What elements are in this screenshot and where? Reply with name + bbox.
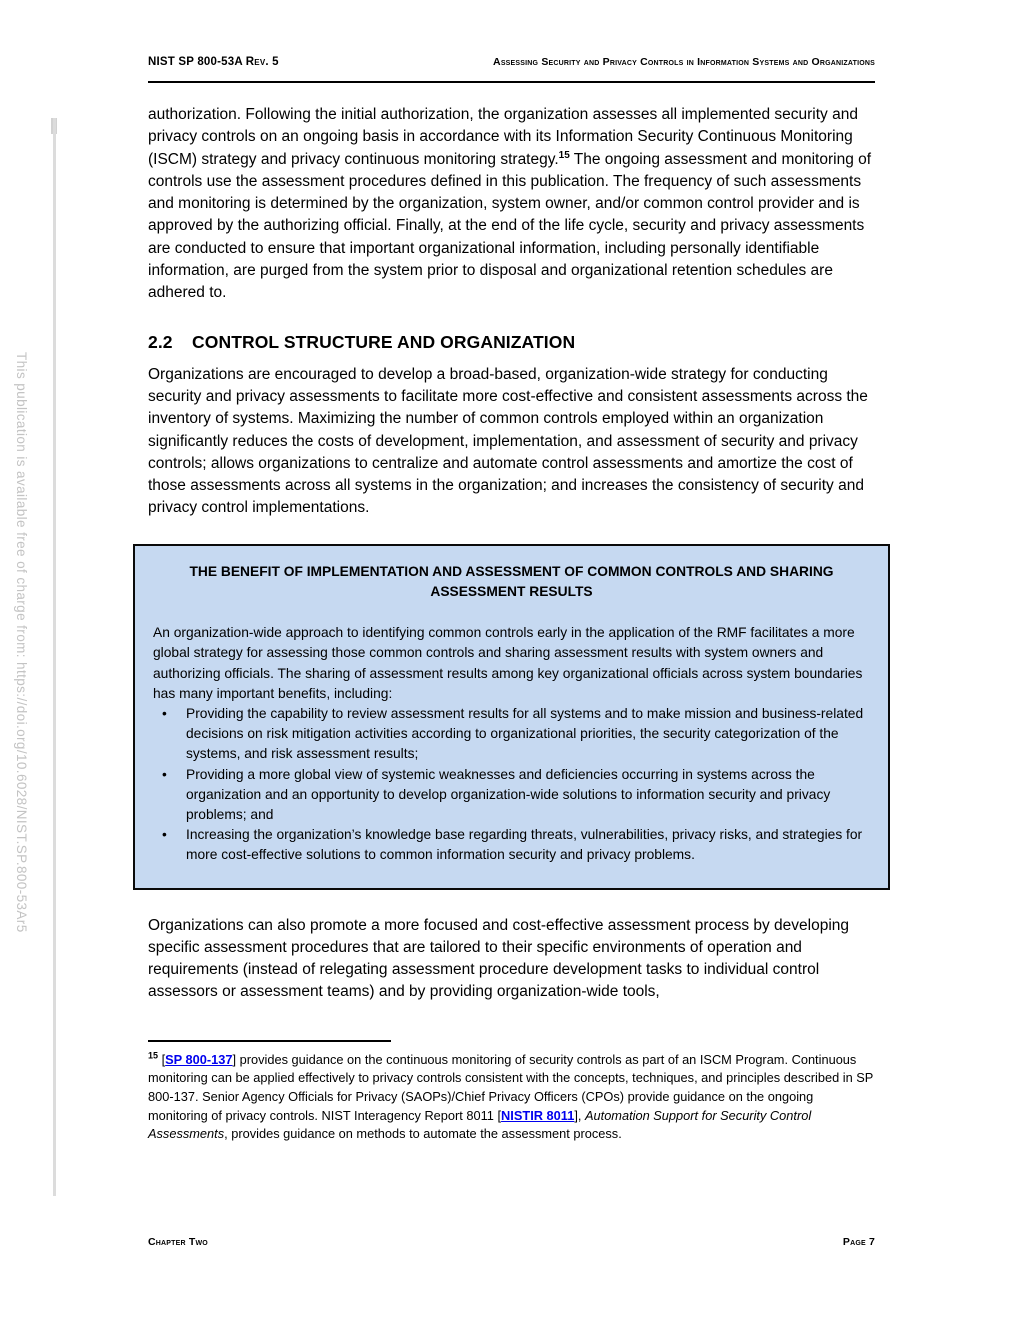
page-body — [148, 56, 875, 1144]
header-document-id: NIST SP 800-53A Rev. 5 — [148, 56, 279, 68]
callout-intro-text: An organization-wide approach to identifying common controls early in the application of the RMF facilitates a more global strategy for assessing those common controls and sharing assessment results with system owners and authorizing officials. The sharing of assessment results among key organizational officials across system boundaries has many important benefits, including: — [153, 625, 863, 701]
footnote-reference-15: 15 — [558, 149, 570, 161]
footnote-block — [148, 1040, 875, 1144]
benefit-callout-box — [133, 544, 890, 890]
section-title: CONTROL STRUCTURE AND ORGANIZATION — [192, 331, 576, 352]
link-nistir-8011[interactable]: NISTIR 8011 — [501, 1107, 575, 1123]
page-header — [148, 56, 875, 83]
footnote-italic-report-title: Automation Support for Security Control Assessments — [148, 1107, 812, 1142]
footnote-separator-rule — [148, 1040, 391, 1042]
footnote-text-mid1: ] provides guidance on the continuous monitoring of security controls as part of an ISCM Program. Continuous monitoring can be applied effectively to privacy controls consistent with the concepts, techniques, and principles described in SP 800-137. Senior Agency Officials for Privacy (SAOPs)/Chief Privacy Officers (CPOs) provide guidance on the ongoing monitoring of privacy controls. NIST Interagency Report 8011 [ — [148, 1051, 874, 1123]
paragraph-organizations-promote: Organizations can also promote a more focused and cost-effective assessment process by developing specific assessment procedures that are tailored to their specific environments of operation and requirements (instead of relegating assessment procedure development tasks to individual control assessors or assessment teams) and by providing organization-wide tools, — [148, 916, 850, 1001]
footnote-15 — [148, 1051, 875, 1144]
page-footer — [148, 1236, 875, 1248]
paragraph-authorization-text-before: authorization. Following the initial authorization, the organization assesses all implemented security and privacy controls on an ongoing basis in accordance with its Information Security Continuous Monitoring (ISCM) strategy and privacy continuous monitoring strategy. — [148, 106, 858, 168]
footnote-open-bracket: [ — [161, 1051, 166, 1067]
footnote-text-end: , provides guidance on methods to automate the assessment process. — [224, 1126, 622, 1142]
section-heading-2-2 — [148, 332, 875, 353]
paragraph-authorization — [148, 104, 875, 305]
header-document-title: Assessing Security and Privacy Controls in Information Systems and Organizations — [493, 56, 875, 68]
footer-chapter-label: Chapter Two — [148, 1236, 208, 1248]
paragraph-organizations-encouraged: Organizations are encouraged to develop a broad-based, organization-wide strategy for conducting security and privacy assessments to facilitate more cost-effective and consistent assessments across the inventory of systems. Maximizing the number of common controls employed within an organization significantly reduces the costs of development, implementation, and assessment of security and privacy controls; allows organizations to centralize and automate control assessments and amortize the cost of those assessments across all systems in the organization; and increases the consistency of security and privacy control implementations. — [148, 365, 868, 517]
callout-bullet-2: • Providing a more global view of systemic weaknesses and deficiencies occurring in systems across the organization and an opportunity to develop organization-wide solutions to information security and privacy problems; and — [153, 765, 870, 826]
paragraph-authorization-text-after: The ongoing assessment and monitoring of controls use the assessment procedures defined in this publication. The frequency of such assessments and monitoring is determined by the organization, system owner, and/or common control provider and is approved by the authorizing official. Finally, at the end of the life cycle, security and privacy assessments are conducted to ensure that important organizational information, including personally identifiable information, are purged from the system prior to disposal and organizational retention schedules are adhered to. — [148, 150, 872, 302]
publication-availability-vertical-text: This publication is available free of charge from: https://doi.org/10.6028/NIST.SP.800-53Ar5 — [14, 352, 29, 933]
footnote-text-mid2: ], — [574, 1107, 585, 1123]
footnote-number: 15 — [148, 1050, 159, 1061]
section-number: 2.2 — [148, 331, 173, 352]
callout-title: THE BENEFIT OF IMPLEMENTATION AND ASSESSMENT OF COMMON CONTROLS AND SHARING ASSESSMENT RESULTS — [189, 563, 834, 599]
margin-vertical-rule — [53, 118, 56, 1196]
footer-page-number: Page 7 — [842, 1236, 875, 1248]
callout-bullet-list — [153, 704, 870, 866]
callout-bullet-3: • Increasing the organization’s knowledge base regarding threats, vulnerabilities, privacy risks, and strategies for more cost-effective solutions to common information security and privacy problems. — [153, 825, 870, 865]
link-sp-800-137[interactable]: SP 800-137 — [165, 1051, 233, 1067]
callout-bullet-1: • Providing the capability to review assessment results for all systems and to make mission and business-related decisions on risk mitigation activities according to organizational priorities, the security categorization of the systems, and risk assessment results; — [153, 704, 870, 765]
